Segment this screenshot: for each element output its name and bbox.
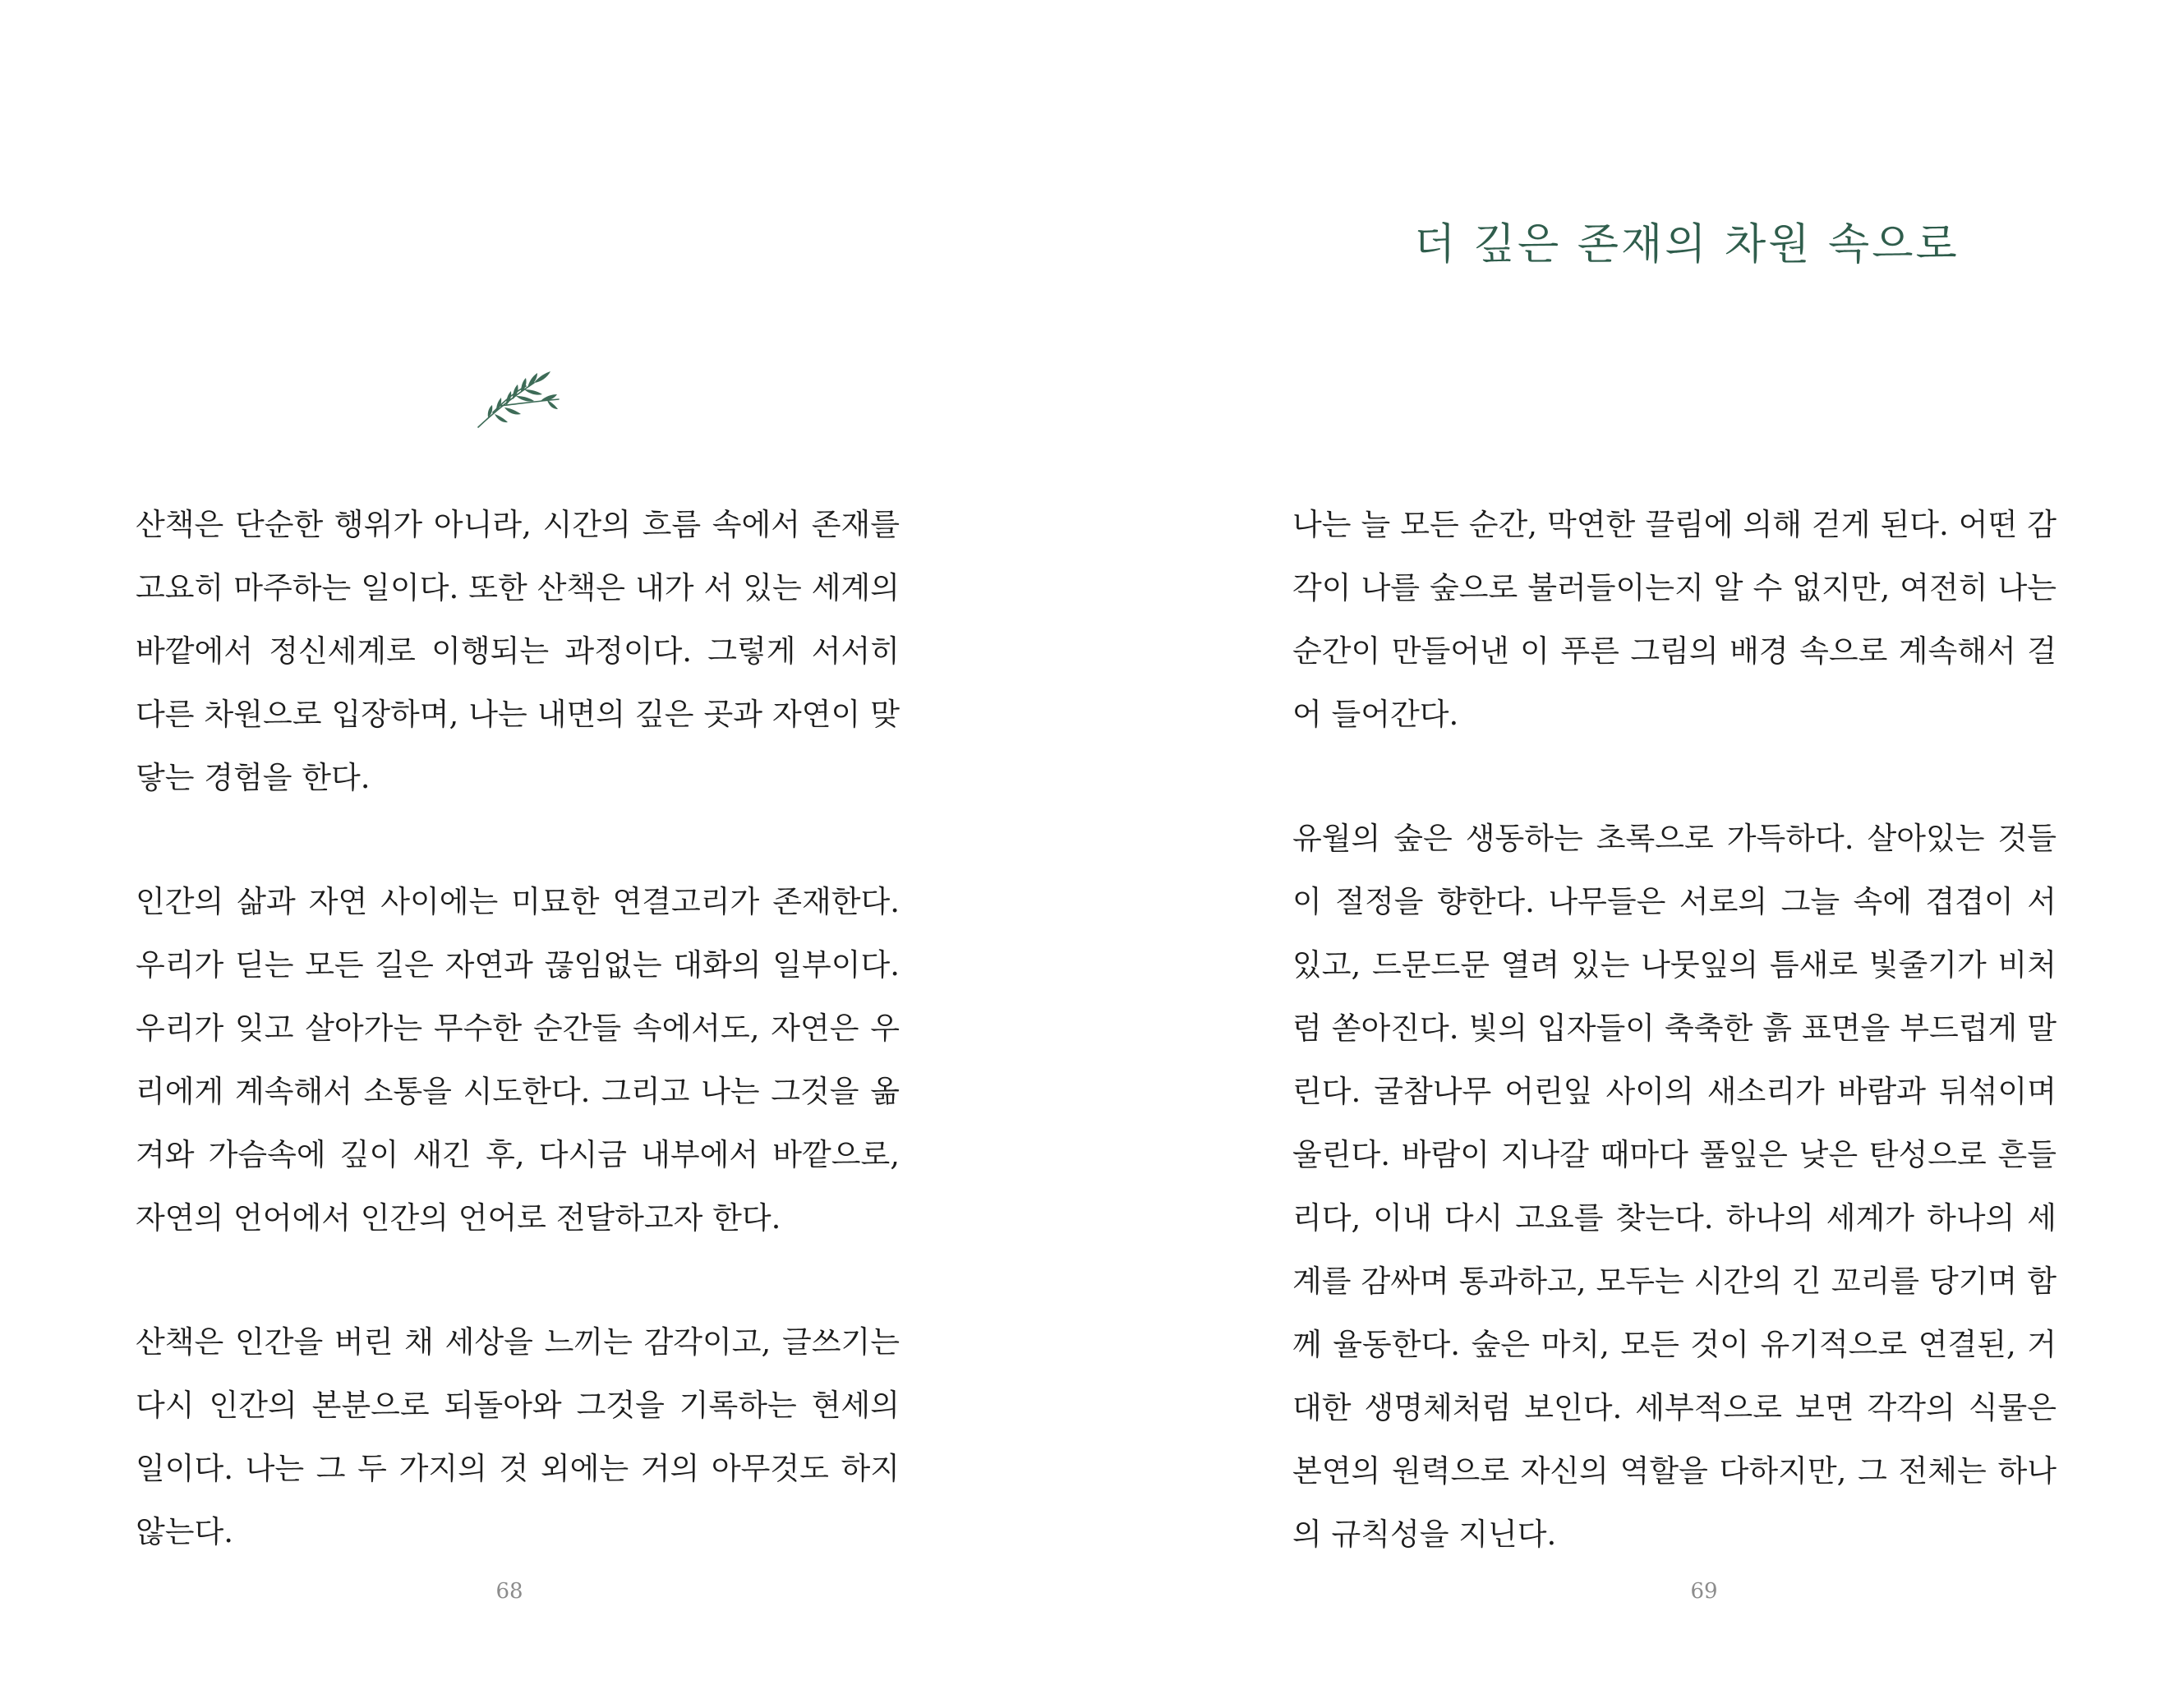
paragraph: 인간의 삶과 자연 사이에는 미묘한 연결고리가 존재한다. 우리가 딛는 모든 길은 자연과 끊임없는 대화의 일부이다. 우리가 잊고 살아가는 무수한 순간들 속에서도, 자연은 우리에게 계속해서 소통을 시도한다. 그리고 나는 그것을 옮겨와 가슴속에 깊이 새긴 후, 다시금 내부에서 바깥으로, 자연의 언어에서 인간의 언어로 전달하고자 한다. (136, 884, 900, 1236)
paragraph: 산책은 단순한 행위가 아니라, 시간의 흐름 속에서 존재를 고요히 마주하는 일이다. 또한 산책은 내가 서 있는 세계의 바깥에서 정신세계로 이행되는 과정이다. 그렇게 서서히 다른 차원으로 입장하며, 나는 내면의 깊은 곳과 자연이 맞닿는 경험을 한다. (136, 507, 900, 795)
leafy-branch-icon (475, 368, 561, 430)
page-number: 68 (495, 1579, 523, 1604)
paragraph: 산책은 인간을 버린 채 세상을 느끼는 감각이고, 글쓰기는 다시 인간의 본분으로 되돌아와 그것을 기록하는 현세의 일이다. 나는 그 두 가지의 것 외에는 거의 아무것도 하지 않는다. (136, 1324, 900, 1549)
page-number: 69 (1690, 1579, 1718, 1604)
paragraph: 유월의 숲은 생동하는 초록으로 가득하다. 살아있는 것들이 절정을 향한다. 나무들은 서로의 그늘 속에 겹겹이 서 있고, 드문드문 열려 있는 나뭇잎의 틈새로 빛줄기가 비처럼 쏟아진다. 빛의 입자들이 축축한 흙 표면을 부드럽게 말린다. 굴참나무 어린잎 사이의 새소리가 바람과 뒤섞이며 울린다. 바람이 지나갈 때마다 풀잎은 낮은 탄성으로 흔들리다, 이내 다시 고요를 찾는다. 하나의 세계가 하나의 세계를 감싸며 통과하고, 모두는 시간의 긴 꼬리를 당기며 함께 율동한다. 숲은 마치, 모든 것이 유기적으로 연결된, 거대한 생명체처럼 보인다. 세부적으로 보면 각각의 식물은 본연의 원력으로 자신의 역할을 다하지만, 그 전체는 하나의 규칙성을 지닌다. (1292, 821, 2057, 1552)
chapter-title: 더 깊은 존재의 차원 속으로 (1414, 220, 1960, 269)
right-page-body (1292, 493, 2057, 1566)
left-page-body (136, 493, 900, 1563)
paragraph: 나는 늘 모든 순간, 막연한 끌림에 의해 걷게 된다. 어떤 감각이 나를 숲으로 불러들이는지 알 수 없지만, 여전히 나는 순간이 만들어낸 이 푸른 그림의 배경 속으로 계속해서 걸어 들어간다. (1292, 507, 2057, 732)
right-page (1087, 0, 2174, 1708)
